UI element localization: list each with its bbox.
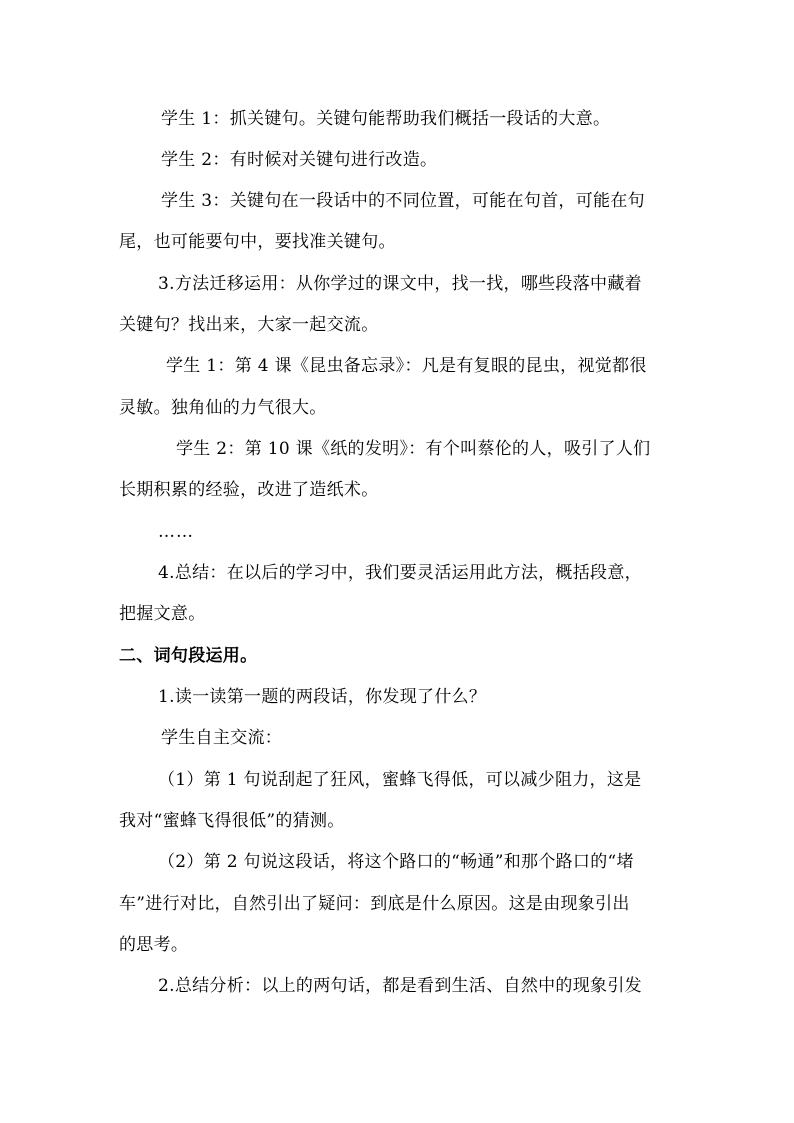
point-2-line-1: （2）第 2 句说这段话，将这个路口的“畅通”和那个路口的“堵 — [158, 852, 634, 872]
student-3-answer-line-2: 尾，也可能要句中，要找准关键句。 — [119, 232, 396, 252]
step-4-line-2: 把握文意。 — [119, 604, 206, 624]
example-2-line-2: 长期积累的经验，改进了造纸术。 — [119, 480, 379, 500]
student-2-answer: 学生 2：有时候对关键句进行改造。 — [161, 150, 438, 170]
ellipsis: …… — [158, 522, 194, 542]
item-1: 1.读一读第一题的两段话，你发现了什么？ — [158, 687, 487, 707]
step-3-line-1: 3.方法迁移运用：从你学过的课文中，找一找，哪些段落中藏着 — [158, 274, 642, 294]
student-discussion: 学生自主交流： — [161, 728, 283, 748]
item-2-summary: 2.总结分析：以上的两句话，都是看到生活、自然中的现象引发 — [158, 976, 642, 996]
student-1-answer: 学生 1：抓关键句。关键句能帮助我们概括一段话的大意。 — [161, 109, 611, 129]
step-4-line-1: 4.总结：在以后的学习中，我们要灵活运用此方法，概括段意， — [158, 563, 642, 583]
point-1-line-1: （1）第 1 句说刮起了狂风，蜜蜂飞得低，可以减少阻力，这是 — [158, 770, 642, 790]
example-2-line-1: 学生 2：第 10 课《纸的发明》：有个叫蔡伦的人，吸引了人们 — [176, 439, 651, 459]
section-heading: 二、词句段运用。 — [119, 646, 258, 666]
step-3-line-2: 关键句？找出来，大家一起交流。 — [119, 315, 379, 335]
student-3-answer-line-1: 学生 3：关键句在一段话中的不同位置，可能在句首，可能在句 — [161, 191, 645, 211]
point-2-line-3: 的思考。 — [119, 935, 189, 955]
example-1-line-2: 灵敏。独角仙的力气很大。 — [119, 398, 327, 418]
point-1-line-2: 我对“蜜蜂飞得很低”的猜测。 — [119, 811, 345, 831]
point-2-line-2: 车”进行对比，自然引出了疑问：到底是什么原因。这是由现象引出 — [119, 894, 630, 914]
example-1-line-1: 学生 1：第 4 课《昆虫备忘录》：凡是有复眼的昆虫，视觉都很 — [166, 356, 647, 376]
